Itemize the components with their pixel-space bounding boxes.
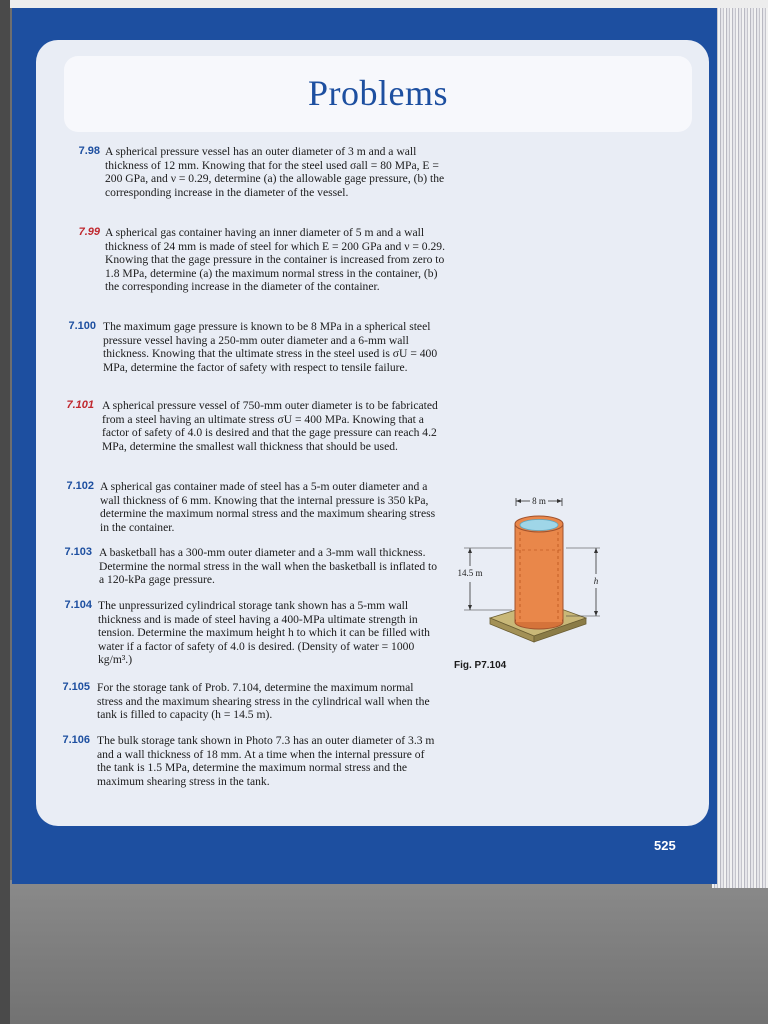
problem-number: 7.102 bbox=[66, 480, 94, 492]
scanner-background bbox=[0, 880, 768, 1024]
problem-text: The maximum gage pressure is known to be 8 MPa in a spherical steel pressure vessel having a 250-mm outer diameter and a 6-mm wall thickness. Knowing that the ultimate stress in the steel used is σU = 400 MPa, determine the factor of safety with respect to tensile failure. bbox=[103, 320, 438, 374]
problem-number: 7.99 bbox=[78, 226, 100, 238]
figure-caption: Fig. P7.104 bbox=[454, 660, 507, 671]
problem-text: A spherical gas container having an inner diameter of 5 m and a wall thickness of 24 mm is made of steel for which E = 200 GPa and ν = 0.29. Knowing that the gage pressure in the container is increased from zero to 1.8 MPa, determine (a) the maximum normal stress in the container, (b) the corresponding increase in the diameter of the container. bbox=[105, 226, 445, 294]
height-label: 14.5 m bbox=[457, 568, 483, 578]
problem-text: A spherical gas container made of steel has a 5-m outer diameter and a wall thickness of 6 mm. Knowing that the internal pressure is 350 kPa, determine the maximum normal stress and the maximum shearing stress in the container. bbox=[100, 480, 436, 534]
scan-top-edge bbox=[0, 0, 768, 8]
h-label: h bbox=[593, 576, 599, 586]
problem-text: The unpressurized cylindrical storage tank shown has a 5-mm wall thickness and is made of steel having a 400-MPa ultimate strength in tension. Determine the maximum height h to which it can be filled with water if a factor of safety of 4.0 is desired. (Density of water = 1000 kg/m³.) bbox=[98, 599, 430, 667]
problem-number: 7.98 bbox=[78, 145, 100, 157]
scan-left-shadow bbox=[0, 0, 10, 1024]
problem-text: The bulk storage tank shown in Photo 7.3 has an outer diameter of 3.3 m and a wall thickness of 18 mm. At a time when the internal pressure of the tank is 1.5 MPa, determine the maximum normal stress and the maximum shearing stress in the tank. bbox=[97, 734, 435, 788]
problem-number: 7.104 bbox=[64, 599, 92, 611]
water-surface bbox=[520, 520, 558, 531]
book-page-edges bbox=[712, 8, 768, 888]
problem-number: 7.106 bbox=[62, 734, 90, 746]
page-title: Problems bbox=[307, 73, 448, 113]
diameter-label: 8 m bbox=[532, 496, 546, 506]
problem-text: A spherical pressure vessel of 750-mm outer diameter is to be fabricated from a steel having an ultimate stress σU = 400 MPa. Knowing that a factor of safety of 4.0 is desired and that the gage pressure can reach 4.2 MPa, determine the smallest wall thickness that should be used. bbox=[102, 399, 438, 453]
page-number: 525 bbox=[654, 838, 676, 853]
problem-number: 7.105 bbox=[62, 681, 90, 693]
problem-text: A basketball has a 300-mm outer diameter and a 3-mm wall thickness. Determine the normal stress in the wall when the basketball is inflated to a 120-kPa gage pressure. bbox=[99, 546, 438, 587]
problem-number: 7.100 bbox=[68, 320, 96, 332]
problem-number: 7.101 bbox=[66, 399, 94, 411]
problem-number: 7.103 bbox=[64, 546, 92, 558]
problem-text: For the storage tank of Prob. 7.104, determine the maximum normal stress and the maximum shearing stress in the cylindrical wall when the tank is filled to capacity (h = 14.5 m). bbox=[97, 681, 430, 722]
storage-tank-figure bbox=[450, 490, 600, 680]
problem-text: A spherical pressure vessel has an outer diameter of 3 m and a wall thickness of 12 mm. Knowing that for the steel used σall = 80 MPa, E = 200 GPa, and ν = 0.29, determine (a) the allowable gage pressure, (b) the corresponding increase in the diameter of the vessel. bbox=[105, 145, 445, 199]
